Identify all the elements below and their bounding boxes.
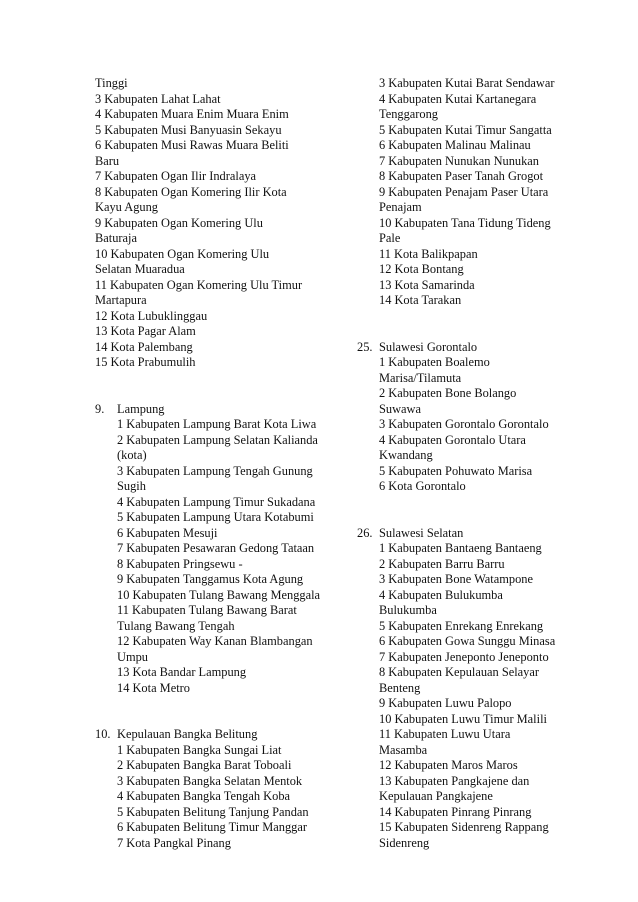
list-line: 5 Kabupaten Pohuwato Marisa	[379, 463, 533, 478]
list-line: 6 Kabupaten Belitung Timur Manggar	[117, 820, 307, 834]
list-line: 4 Kabupaten Lampung Timur Sukadana	[117, 494, 316, 509]
list-line: 5 Kabupaten Kutai Timur Sangatta	[379, 122, 552, 137]
list-line: 3 Kabupaten Lahat Lahat	[95, 91, 221, 106]
list-line: 14 Kota Metro	[117, 680, 190, 695]
section-10-list	[95, 743, 327, 852]
section-title: Kepulauan Bangka Belitung	[117, 727, 258, 741]
list-line: 9 Kabupaten Tanggamus Kota Agung	[117, 572, 304, 586]
list-line: Baru	[95, 153, 120, 168]
list-line: 4 Kabupaten Gorontalo Utara	[379, 432, 526, 447]
east-kalimantan-continued-list	[357, 76, 589, 309]
list-line: 10 Kabupaten Tana Tidung Tideng	[379, 215, 551, 230]
list-line: 4 Kabupaten Bulukumba	[379, 587, 503, 602]
list-line: 4 Kabupaten Kutai Kartanegara	[379, 91, 537, 106]
section-number: 25.	[357, 339, 373, 354]
list-line: 1 Kabupaten Bantaeng Bantaeng	[379, 541, 542, 555]
south-sumatra-continued-list	[95, 76, 327, 371]
list-line: 9 Kabupaten Penajam Paser Utara	[379, 184, 549, 199]
list-line: 5 Kabupaten Lampung Utara Kotabumi	[117, 510, 314, 524]
section-number: 10.	[95, 727, 111, 741]
list-line: 12 Kabupaten Way Kanan Blambangan	[117, 634, 313, 648]
list-line: 5 Kabupaten Enrekang Enrekang	[379, 618, 544, 633]
list-line: 3 Kabupaten Lampung Tengah Gunung	[117, 463, 313, 478]
list-line: 6 Kabupaten Musi Rawas Muara Beliti	[95, 138, 289, 152]
list-line: Benteng	[379, 680, 421, 695]
list-line: 8 Kabupaten Pringsewu -	[117, 556, 243, 571]
list-line: Selatan Muaradua	[95, 262, 185, 276]
list-line: Sugih	[117, 479, 146, 493]
list-line: Tenggarong	[379, 107, 439, 121]
list-line: 7 Kabupaten Ogan Ilir Indralaya	[95, 169, 257, 183]
list-line: 3 Kabupaten Gorontalo Gorontalo	[379, 417, 549, 431]
list-line: 13 Kota Pagar Alam	[95, 324, 196, 338]
section-title: Lampung	[117, 401, 165, 416]
list-line: 8 Kabupaten Kepulauan Selayar	[379, 665, 539, 679]
section-26-list	[357, 541, 589, 851]
list-line: 12 Kota Bontang	[379, 262, 464, 276]
list-line: 7 Kabupaten Jeneponto Jeneponto	[379, 649, 549, 664]
list-line: 10 Kabupaten Luwu Timur Malili	[379, 711, 547, 726]
list-line: (kota)	[117, 448, 147, 462]
list-line: 13 Kota Samarinda	[379, 277, 475, 292]
list-line: 1 Kabupaten Bangka Sungai Liat	[117, 742, 282, 757]
list-line: 12 Kota Lubuklinggau	[95, 308, 208, 323]
section-26-heading	[357, 526, 589, 542]
list-line: Sidenreng	[379, 835, 430, 850]
list-line: 2 Kabupaten Barru Barru	[379, 556, 505, 571]
list-line: 10 Kabupaten Ogan Komering Ulu	[95, 246, 270, 261]
list-line: Baturaja	[95, 231, 137, 245]
list-line: 6 Kabupaten Malinau Malinau	[379, 138, 531, 152]
list-line: 11 Kota Balikpapan	[379, 246, 478, 261]
list-line: 11 Kabupaten Tulang Bawang Barat	[117, 603, 297, 617]
list-line: 3 Kabupaten Bone Watampone	[379, 572, 533, 586]
list-line: 2 Kabupaten Bone Bolango	[379, 386, 517, 400]
section-25-list	[357, 355, 589, 495]
list-line: Umpu	[117, 649, 148, 664]
list-line: 6 Kabupaten Mesuji	[117, 525, 218, 540]
list-line: Tulang Bawang Tengah	[117, 618, 235, 633]
section-number: 9.	[95, 401, 105, 416]
list-line: 10 Kabupaten Tulang Bawang Menggala	[117, 587, 321, 602]
section-title: Sulawesi Gorontalo	[379, 339, 478, 354]
list-line: 15 Kota Prabumulih	[95, 355, 196, 369]
section-9-list	[95, 417, 327, 696]
list-line: 7 Kota Pangkal Pinang	[117, 835, 231, 850]
list-line: 6 Kota Gorontalo	[379, 479, 466, 493]
list-line: 4 Kabupaten Muara Enim Muara Enim	[95, 107, 289, 121]
section-title: Sulawesi Selatan	[379, 525, 464, 540]
list-line: 9 Kabupaten Ogan Komering Ulu	[95, 215, 263, 230]
list-line: Pale	[379, 231, 401, 245]
list-line: 7 Kabupaten Nunukan Nunukan	[379, 153, 540, 168]
list-line: 14 Kota Tarakan	[379, 293, 462, 307]
list-line: 1 Kabupaten Lampung Barat Kota Liwa	[117, 417, 317, 431]
list-line: 11 Kabupaten Luwu Utara	[379, 727, 511, 741]
section-25-heading	[357, 340, 589, 356]
list-line: Kepulauan Pangkajene	[379, 789, 493, 803]
list-line: Bulukumba	[379, 603, 437, 617]
list-line: 1 Kabupaten Boalemo	[379, 355, 490, 369]
list-line: Suwawa	[379, 401, 421, 416]
right-column	[357, 76, 589, 851]
list-line: 3 Kabupaten Bangka Selatan Mentok	[117, 773, 303, 788]
list-line: 15 Kabupaten Sidenreng Rappang	[379, 820, 549, 834]
list-line: Masamba	[379, 742, 428, 757]
list-line: Martapura	[95, 293, 147, 307]
list-line: Penajam	[379, 200, 422, 214]
list-line: 11 Kabupaten Ogan Komering Ulu Timur	[95, 277, 303, 292]
section-number: 26.	[357, 525, 373, 540]
list-line: 9 Kabupaten Luwu Palopo	[379, 696, 512, 710]
section-10-heading	[95, 727, 327, 743]
list-line: 2 Kabupaten Lampung Selatan Kalianda	[117, 432, 318, 447]
list-line: 4 Kabupaten Bangka Tengah Koba	[117, 789, 291, 803]
list-line: 3 Kabupaten Kutai Barat Sendawar	[379, 76, 555, 90]
list-line: 13 Kota Bandar Lampung	[117, 665, 247, 679]
left-column	[95, 76, 327, 851]
list-line: Kwandang	[379, 448, 433, 462]
list-line: 5 Kabupaten Musi Banyuasin Sekayu	[95, 122, 282, 137]
list-line: Tinggi	[95, 76, 128, 90]
list-line: 13 Kabupaten Pangkajene dan	[379, 773, 530, 788]
list-line: Marisa/Tilamuta	[379, 370, 462, 385]
list-line: 12 Kabupaten Maros Maros	[379, 758, 518, 772]
list-line: 14 Kota Palembang	[95, 339, 193, 354]
list-line: 8 Kabupaten Paser Tanah Grogot	[379, 169, 544, 183]
list-line: 6 Kabupaten Gowa Sunggu Minasa	[379, 634, 556, 648]
list-line: 7 Kabupaten Pesawaran Gedong Tataan	[117, 541, 315, 555]
list-line: 2 Kabupaten Bangka Barat Toboali	[117, 758, 292, 772]
list-line: Kayu Agung	[95, 200, 158, 214]
list-line: 14 Kabupaten Pinrang Pinrang	[379, 804, 532, 819]
list-line: 5 Kabupaten Belitung Tanjung Pandan	[117, 804, 309, 819]
section-9-heading	[95, 402, 327, 418]
list-line: 8 Kabupaten Ogan Komering Ilir Kota	[95, 184, 287, 199]
